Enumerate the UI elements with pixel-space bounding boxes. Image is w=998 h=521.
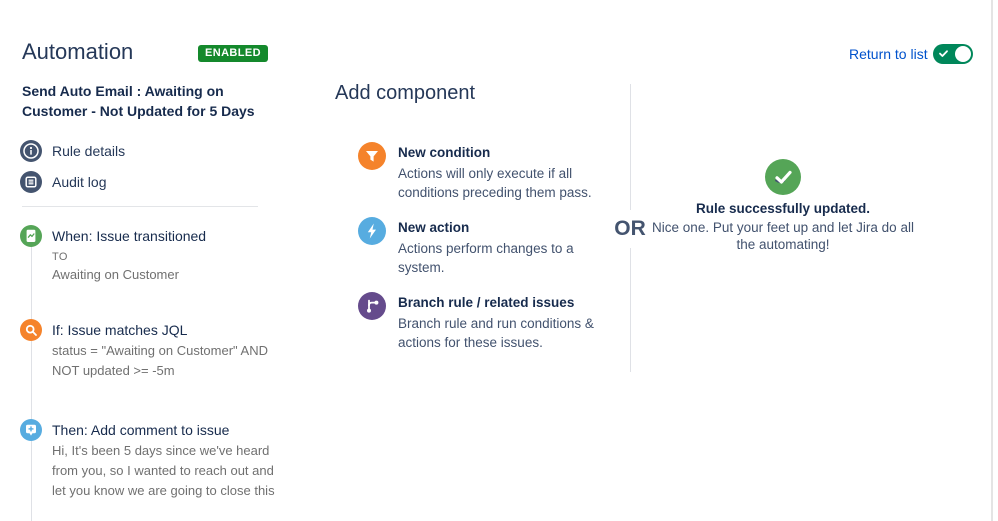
search-icon bbox=[20, 319, 42, 341]
component-title: New action bbox=[398, 220, 470, 235]
step-detail: let you know we are going to close this bbox=[52, 483, 275, 498]
page-title: Automation bbox=[22, 39, 134, 64]
return-to-list-link[interactable]: Return to list bbox=[849, 46, 928, 62]
add-comment-icon bbox=[20, 419, 42, 441]
sidebar-divider bbox=[22, 206, 258, 207]
step-detail: TO bbox=[52, 251, 68, 263]
component-description: Actions will only execute if all conditions preceding them pass. bbox=[398, 166, 592, 200]
new-action-button[interactable] bbox=[358, 217, 618, 277]
funnel-icon bbox=[358, 142, 386, 170]
step-detail: status = "Awaiting on Customer" AND bbox=[52, 343, 269, 358]
rule-step-trigger[interactable] bbox=[20, 225, 275, 285]
rule-name: Send Auto Email : Awaiting on Customer - Not Updated for 5 Days bbox=[22, 83, 255, 119]
success-title: Rule successfully updated. bbox=[695, 201, 871, 216]
or-divider-label: OR bbox=[602, 210, 658, 248]
rule-enabled-toggle[interactable] bbox=[933, 44, 973, 64]
new-condition-button[interactable] bbox=[358, 142, 618, 202]
sidebar-item-label: Rule details bbox=[52, 143, 126, 159]
lightning-icon bbox=[358, 217, 386, 245]
success-message bbox=[633, 219, 933, 253]
add-component-title: Add component bbox=[335, 82, 476, 104]
sidebar-item-audit-log[interactable] bbox=[20, 171, 106, 193]
step-title: If: Issue matches JQL bbox=[52, 322, 188, 338]
step-title: Then: Add comment to issue bbox=[52, 422, 230, 438]
success-check-icon bbox=[765, 159, 801, 195]
info-icon bbox=[20, 140, 42, 162]
component-title: New condition bbox=[398, 145, 491, 160]
step-title: When: Issue transitioned bbox=[52, 228, 207, 244]
component-description: Branch rule and run conditions & actions for these issues. bbox=[398, 316, 594, 350]
branch-icon bbox=[358, 292, 386, 320]
toggle-knob bbox=[955, 46, 971, 62]
step-detail: Hi, It's been 5 days since we've heard bbox=[52, 443, 270, 458]
sidebar-item-rule-details[interactable] bbox=[20, 140, 125, 162]
issue-transitioned-icon bbox=[20, 225, 42, 247]
rule-step-action[interactable] bbox=[20, 419, 275, 501]
success-message-line: Nice one. Put your feet up and let Jira do all bbox=[652, 220, 914, 235]
step-detail: NOT updated >= -5m bbox=[52, 363, 175, 378]
rule-step-condition[interactable] bbox=[20, 319, 275, 381]
component-title: Branch rule / related issues bbox=[398, 295, 575, 310]
status-badge: ENABLED bbox=[198, 45, 268, 62]
scrollbar-track-edge[interactable] bbox=[991, 0, 993, 521]
sidebar-item-label: Audit log bbox=[52, 174, 107, 190]
step-detail: from you, so I wanted to reach out and bbox=[52, 463, 274, 478]
audit-log-icon bbox=[20, 171, 42, 193]
component-description: Actions perform changes to a system. bbox=[398, 241, 574, 275]
step-detail: Awaiting on Customer bbox=[52, 267, 179, 282]
branch-rule-button[interactable] bbox=[358, 292, 618, 352]
check-icon bbox=[938, 48, 949, 59]
success-message-line: the automating! bbox=[736, 237, 830, 252]
